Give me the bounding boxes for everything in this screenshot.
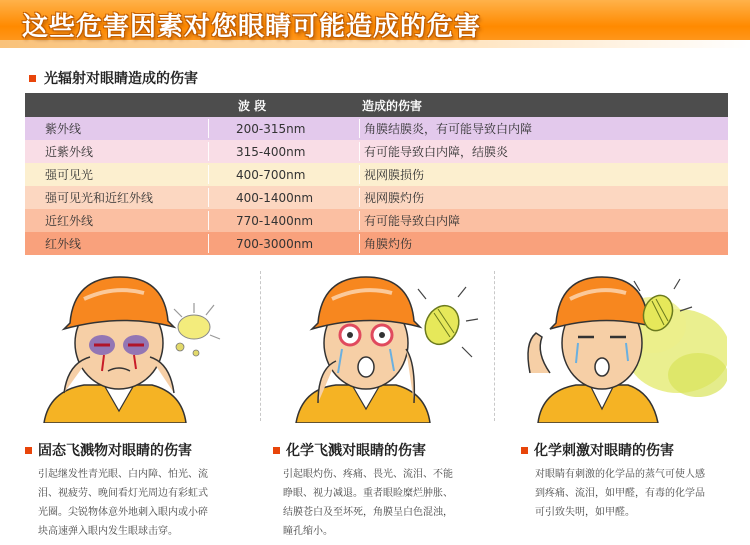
table-row <box>25 186 728 209</box>
row-name: 近紫外线 <box>45 145 94 159</box>
illustration-chemical-irritation <box>502 263 727 423</box>
card-title-solid-debris <box>25 440 192 460</box>
row-band: 400-1400nm <box>236 190 314 205</box>
row-name: 紫外线 <box>45 122 82 136</box>
panel-divider <box>260 271 261 421</box>
card-desc-line: 块高速弹入眼内发生眼球击穿。 <box>38 526 178 537</box>
table-header-damage: 造成的伤害 <box>362 98 423 113</box>
bullet-icon <box>521 447 528 454</box>
row-band: 400-700nm <box>236 167 306 182</box>
panel-divider <box>494 271 495 421</box>
table-row <box>25 117 728 140</box>
row-damage: 视网膜灼伤 <box>364 191 425 205</box>
table-row <box>25 140 728 163</box>
card-desc-line: 睁眼、视力减退。重者眼睑糜烂肿胀、 <box>283 488 453 499</box>
card-desc-chemical-splash <box>283 465 483 541</box>
table-header-band: 波 段 <box>238 98 267 113</box>
row-band: 315-400nm <box>236 144 306 159</box>
bullet-icon <box>25 447 32 454</box>
illustration-solid-debris <box>24 263 254 423</box>
worker-chemical-splash-illustration <box>266 263 488 423</box>
card-desc-line: 引起继发性青光眼、白内障、怕光、流 <box>38 469 208 480</box>
card-title-text: 化学飞溅对眼睛的伤害 <box>286 443 426 459</box>
row-damage: 有可能导致白内障，结膜炎 <box>364 145 509 159</box>
illustration-chemical-splash <box>266 263 488 423</box>
row-name: 红外线 <box>45 237 82 251</box>
card-desc-line: 到疼痛、流泪，如甲醛，有毒的化学品 <box>535 488 705 499</box>
row-band: 770-1400nm <box>236 213 314 228</box>
row-damage: 角膜结膜炎，有可能导致白内障 <box>364 122 533 136</box>
illustration-panels <box>24 263 727 423</box>
card-title-chemical-irritation <box>521 440 674 460</box>
card-desc-line: 可引致失明，如甲醛。 <box>535 507 635 518</box>
card-title-text: 固态飞溅物对眼睛的伤害 <box>38 443 192 459</box>
card-desc-line: 结膜苍白及至坏死，角膜呈白色混浊， <box>283 507 453 518</box>
card-desc-line: 泪、视疲劳、晚间看灯光周边有彩虹式 <box>38 488 208 499</box>
card-desc-line: 光圈。尖锐物体意外地刺入眼内或小碎 <box>38 507 208 518</box>
row-name: 强可见光和近红外线 <box>45 191 154 205</box>
card-title-text: 化学刺激对眼睛的伤害 <box>534 443 674 459</box>
card-desc-chemical-irritation <box>535 465 735 522</box>
card-desc-solid-debris <box>38 465 238 541</box>
row-band: 700-3000nm <box>236 236 314 251</box>
bullet-icon <box>29 75 36 82</box>
table-row <box>25 232 728 255</box>
radiation-table <box>25 93 728 255</box>
bullet-icon <box>273 447 280 454</box>
table-body <box>25 117 728 255</box>
banner-title: 这些危害因素对您眼睛可能造成的危害 <box>22 12 482 42</box>
row-damage: 角膜灼伤 <box>364 237 413 251</box>
card-desc-line: 瞳孔缩小。 <box>283 526 333 537</box>
table-header-row <box>25 93 728 117</box>
worker-rubbing-eyes-illustration <box>24 263 254 423</box>
worker-chemical-fumes-illustration <box>502 263 727 423</box>
row-damage: 视网膜损伤 <box>364 168 425 182</box>
row-band: 200-315nm <box>236 121 306 136</box>
card-title-chemical-splash <box>273 440 426 460</box>
row-damage: 有可能导致白内障 <box>364 214 461 228</box>
table-row <box>25 163 728 186</box>
card-desc-line: 引起眼灼伤、疼痛、畏光、流泪、不能 <box>283 469 453 480</box>
card-desc-line: 对眼睛有刺激的化学品的蒸气可使人感 <box>535 469 705 480</box>
row-name: 强可见光 <box>45 168 94 182</box>
section-header <box>29 68 198 88</box>
table-row <box>25 209 728 232</box>
section-title: 光辐射对眼睛造成的伤害 <box>44 71 198 87</box>
row-name: 近红外线 <box>45 214 94 228</box>
